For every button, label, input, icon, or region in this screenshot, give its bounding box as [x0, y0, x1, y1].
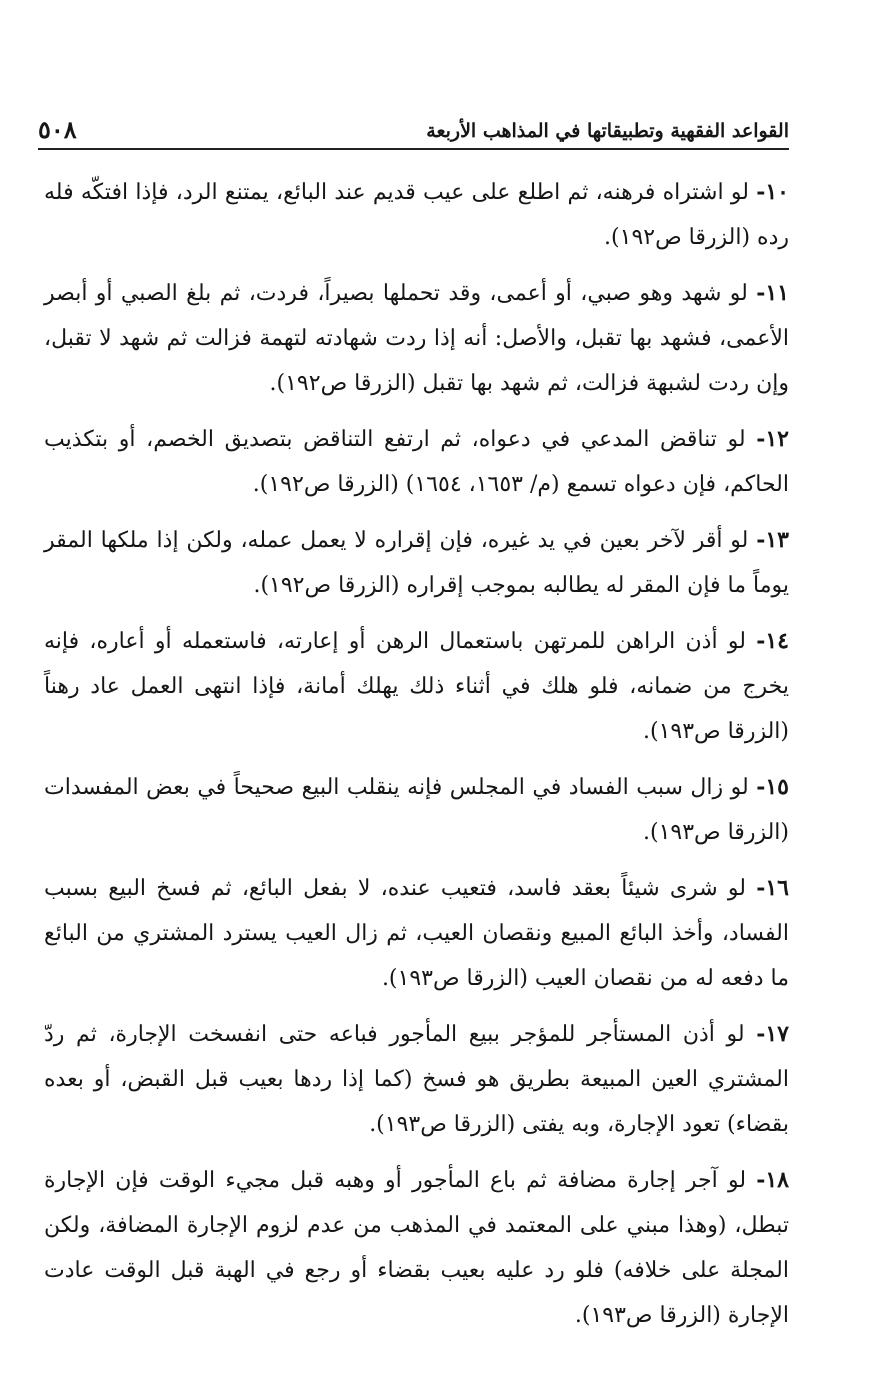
paragraph-text: لو تناقض المدعي في دعواه، ثم ارتفع التناقض بتصديق الخصم، أو بتكذيب الحاكم، فإن دعواه تسمع (م/ ١٦٥٣، ١٦٥٤) (الزرقا ص١٩٢). — [44, 427, 789, 497]
item-number: ١٢- — [756, 426, 789, 452]
page-header — [38, 108, 789, 150]
running-title: القواعد الفقهية وتطبيقاتها في المذاهب الأربعة — [426, 120, 789, 142]
paragraph-text: لو أذن الراهن للمرتهن باستعمال الرهن أو إعارته، فاستعمله أو أعاره، فإنه يخرج من ضمانه، فلو هلك في أثناء ذلك يهلك أمانة، فإذا انتهى العمل عاد رهناً (الزرقا ص١٩٣). — [44, 629, 789, 744]
item-number: ١٨- — [756, 1167, 789, 1193]
paragraph-13 — [44, 518, 789, 608]
paragraph-14 — [44, 619, 789, 754]
paragraph-text: لو اشتراه فرهنه، ثم اطلع على عيب قديم عند البائع، يمتنع الرد، فإذا افتكّه فله رده (الزرقا ص١٩٢). — [44, 180, 789, 250]
item-number: ١٠- — [756, 179, 789, 205]
paragraph-text: لو زال سبب الفساد في المجلس فإنه ينقلب البيع صحيحاً في بعض المفسدات (الزرقا ص١٩٣). — [44, 775, 789, 845]
page-number: ٥٠٨ — [38, 115, 77, 144]
paragraph-10 — [44, 170, 789, 260]
page-body — [44, 170, 789, 1349]
paragraph-text: لو أقر لآخر بعين في يد غيره، فإن إقراره لا يعمل عمله، ولكن إذا ملكها المقر يوماً ما فإن المقر له يطالبه بموجب إقراره (الزرقا ص١٩٢). — [44, 528, 789, 598]
paragraph-text: لو آجر إجارة مضافة ثم باع المأجور أو وهبه قبل مجيء الوقت فإن الإجارة تبطل، (وهذا مبني على المعتمد في المذهب من عدم لزوم الإجارة المضافة، ولكن المجلة على خلافه) فلو رد عليه بعيب بقضاء أو رجع في الهبة قبل الوقت عادت الإجارة (الزرقا ص١٩٣). — [44, 1168, 789, 1328]
item-number: ١٣- — [756, 527, 789, 553]
item-number: ١٧- — [756, 1021, 789, 1047]
paragraph-18 — [44, 1158, 789, 1338]
paragraph-15 — [44, 765, 789, 855]
item-number: ١٤- — [756, 628, 789, 654]
paragraph-16 — [44, 866, 789, 1001]
paragraph-17 — [44, 1012, 789, 1147]
item-number: ١٦- — [756, 875, 789, 901]
paragraph-text: لو أذن المستأجر للمؤجر ببيع المأجور فباعه حتى انفسخت الإجارة، ثم ردّ المشتري العين المبيعة بطريق هو فسخ (كما إذا ردها بعيب قبل القبض، أو بعده بقضاء) تعود الإجارة، وبه يفتى (الزرقا ص١٩٣). — [44, 1022, 789, 1137]
paragraph-12 — [44, 417, 789, 507]
item-number: ١١- — [756, 280, 789, 306]
item-number: ١٥- — [756, 774, 789, 800]
paragraph-11 — [44, 271, 789, 406]
paragraph-text: لو شرى شيئاً بعقد فاسد، فتعيب عنده، لا بفعل البائع، ثم فسخ البيع بسبب الفساد، وأخذ البائع المبيع ونقصان العيب، ثم زال العيب يسترد المشتري من البائع ما دفعه له من نقصان العيب (الزرقا ص١٩٣). — [44, 876, 789, 991]
paragraph-text: لو شهد وهو صبي، أو أعمى، وقد تحملها بصيراً، فردت، ثم بلغ الصبي أو أبصر الأعمى، فشهد بها تقبل، والأصل: أنه إذا ردت شهادته لتهمة فزالت ثم شهد لا تقبل، وإن ردت لشبهة فزالت، ثم شهد بها تقبل (الزرقا ص١٩٢). — [44, 281, 789, 396]
